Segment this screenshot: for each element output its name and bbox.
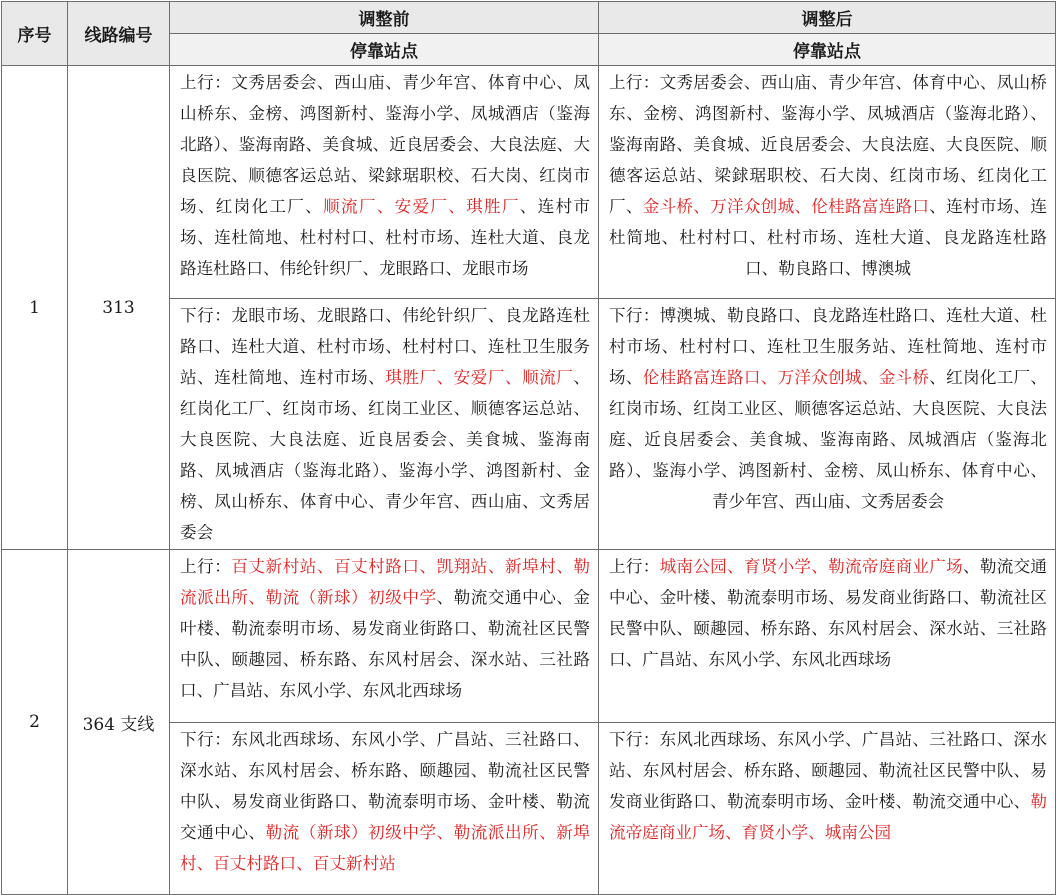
stops-cell (170, 723, 599, 895)
changed-stops-text: 百丈新村站、百丈村路口、凯翔站、新埠村、勒流派出所、勒流（新球）初级中学 (180, 557, 591, 607)
header-row (2, 2, 1056, 34)
stops-cell (599, 299, 1056, 550)
changed-stops-text: 琪胜厂、安爱厂、顺流厂 (385, 368, 574, 387)
stops-cell (599, 550, 1056, 723)
stops-after-header: 停靠站点 (599, 34, 1056, 66)
stops-text: 上行： (609, 557, 660, 576)
changed-stops-text: 城南公园、育贤小学、勒流帝庭商业广场 (659, 557, 963, 576)
route-adjustment-table (1, 1, 1056, 895)
stops-cell (170, 550, 599, 723)
changed-stops-text: 伦桂路富连路口、万洋众创城、金斗桥 (642, 368, 930, 387)
before-header: 调整前 (170, 2, 599, 34)
col-route-header: 线路编号 (68, 2, 170, 66)
stops-text: 下行：东风北西球场、东风小学、广昌站、三社路口、深水站、东风村居会、桥东路、颐趣园、勒流社区民警中队、易发商业街路口、勒流泰明市场、金叶楼、勒流交通中心、 (180, 730, 590, 842)
after-header: 调整后 (599, 2, 1056, 34)
stops-text: 、连村市场、连杜简地、杜村村口、杜村市场、连杜大道、良龙路连杜路口、伟纶针织厂、龙眼路口、龙眼市场 (180, 197, 591, 278)
changed-stops-text: 勒流（新球）初级中学、勒流派出所、新埠村、百丈村路口、百丈新村站 (180, 823, 591, 873)
stops-text: 上行： (180, 557, 232, 576)
changed-stops-text: 金斗桥、万洋众创城、伦桂路富连路口 (642, 197, 930, 216)
stops-text: 下行：龙眼市场、龙眼路口、伟纶针织厂、良龙路连杜路口、连杜大道、杜村市场、杜村村口、连杜卫生服务站、连杜简地、连村市场、 (180, 306, 590, 387)
stops-text: 上行：文秀居委会、西山庙、青少年宫、体育中心、凤山桥东、金榜、鸿图新村、鉴海小学、凤城酒店（鉴海北路）、鉴海南路、美食城、近良居委会、大良法庭、大良医院、顺德客运总站、梁銶琚职校、石大岗、红岗市场、红岗化工厂、 (180, 73, 590, 216)
stops-cell (599, 66, 1056, 299)
table-row (2, 66, 1056, 299)
stops-cell (599, 723, 1056, 895)
stops-text: 、连村市场、连杜简地、杜村村口、杜村市场、连杜大道、良龙路连杜路口、勒良路口、博澳城 (609, 197, 1048, 278)
stops-cell (170, 299, 599, 550)
seq-cell: 2 (2, 550, 68, 895)
stops-text: 、勒流交通中心、金叶楼、勒流泰明市场、易发商业街路口、勒流社区民警中队、颐趣园、桥东路、东风村居会、深水站、三社路口、广昌站、东风小学、东风北西球场 (180, 588, 591, 700)
stops-text: 、勒流交通中心、金叶楼、勒流泰明市场、易发商业街路口、勒流社区民警中队、颐趣园、桥东路、东风村居会、深水站、三社路口、广昌站、东风小学、东风北西球场 (609, 557, 1048, 669)
col-seq-header: 序号 (2, 2, 68, 66)
stops-cell (170, 66, 599, 299)
stops-text: 下行：东风北西球场、东风小学、广昌站、三社路口、深水站、东风村居会、桥东路、颐趣园、勒流社区民警中队、易发商业街路口、勒流泰明市场、金叶楼、勒流交通中心、 (609, 730, 1047, 811)
stops-text: 、红岗化工厂、红岗市场、红岗工业区、顺德客运总站、大良医院、大良法庭、近良居委会、美食城、鉴海南路、凤城酒店（鉴海北路）、鉴海小学、鸿图新村、金榜、凤山桥东、体育中心、青少年宫、西山庙、文秀居委会 (180, 368, 591, 542)
route-cell: 313 (68, 66, 170, 550)
seq-cell: 1 (2, 66, 68, 550)
table-row (2, 550, 1056, 723)
stops-text: 下行：博澳城、勒良路口、良龙路连杜路口、连杜大道、杜村市场、杜村村口、连杜卫生服务站、连杜简地、连村市场、 (609, 306, 1047, 387)
stops-text: 、红岗化工厂、红岗市场、红岗工业区、顺德客运总站、大良医院、大良法庭、近良居委会、美食城、鉴海南路、凤城酒店（鉴海北路）、鉴海小学、鸿图新村、金榜、凤山桥东、体育中心、青少年宫、西山庙、文秀居委会 (609, 368, 1048, 511)
stops-text: 上行：文秀居委会、西山庙、青少年宫、体育中心、凤山桥东、金榜、鸿图新村、鉴海小学、凤城酒店（鉴海北路）、鉴海南路、美食城、近良居委会、大良法庭、大良医院、顺德客运总站、梁銶琚职校、石大岗、红岗市场、红岗化工厂、 (609, 73, 1047, 216)
changed-stops-text: 顺流厂、安爱厂、琪胜厂 (323, 197, 520, 216)
route-cell: 364 支线 (68, 550, 170, 895)
stops-before-header: 停靠站点 (170, 34, 599, 66)
changed-stops-text: 勒流帝庭商业广场、育贤小学、城南公园 (609, 792, 1047, 842)
